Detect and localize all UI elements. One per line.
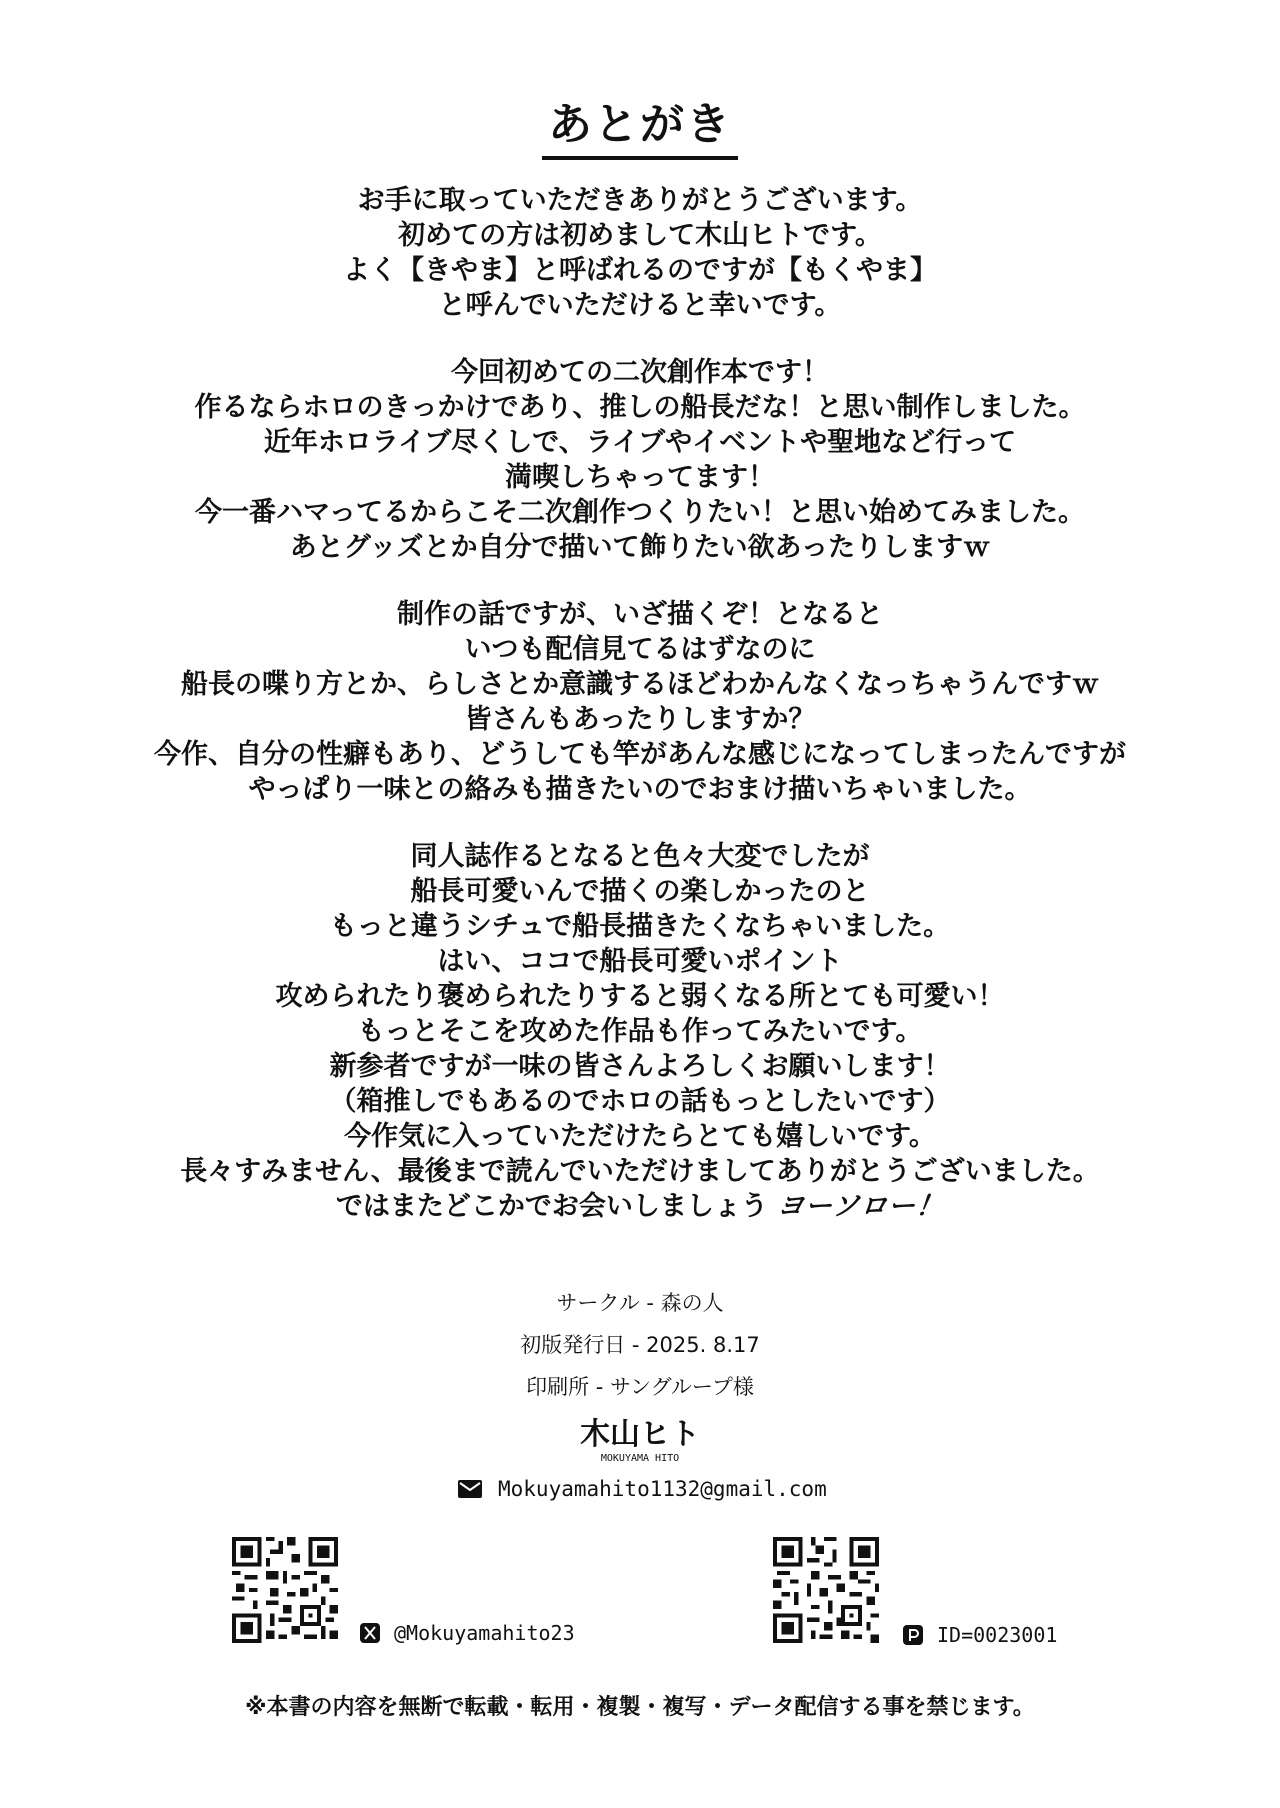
text-line: 今回初めての二次創作本です！	[451, 357, 829, 388]
text-line: やっぱり一味との絡みも描きたいのでおまけ描いちゃいました。	[248, 774, 1032, 805]
text-line: 今作、自分の性癖もあり、どうしても竿があんな感じになってしまったんですが	[154, 739, 1126, 770]
closing-line	[0, 1189, 1280, 1224]
signoff-text: ヨーソロー！	[775, 1191, 947, 1222]
text-line: 新参者ですが一味の皆さんよろしくお願いします！	[329, 1051, 951, 1082]
pixiv-account[interactable]	[903, 1620, 1057, 1650]
author-roman-name: MOKUYAMA HITO	[600, 1453, 680, 1464]
text-line: よく【きやま】と呼ばれるのですが【もくやま】	[343, 255, 937, 286]
email-contact	[458, 1474, 827, 1504]
text-line: 満喫しちゃってます！	[505, 462, 775, 493]
text-line: もっと違うシチュで船長描きたくなちゃいました。	[329, 911, 951, 942]
text-line: と呼んでいただけると幸いです。	[438, 290, 842, 321]
x-logo-icon	[360, 1623, 380, 1643]
qr-code-pixiv[interactable]	[773, 1537, 879, 1643]
author-name: 木山ヒト	[580, 1417, 700, 1452]
text-line: 制作の話ですが、いざ描くぞ！となると	[397, 599, 883, 630]
text-line: 初めての方は初めまして木山ヒトです。	[398, 220, 882, 251]
text-line: 作るならホロのきっかけであり、推しの船長だな！と思い制作しました。	[194, 392, 1086, 423]
paragraph-production	[0, 597, 1280, 807]
text-line: （箱推しでもあるのでホロの話もっとしたいです）	[329, 1086, 951, 1117]
text-line: 攻められたり褒められたりすると弱くなる所とても可愛い！	[275, 981, 1005, 1012]
afterword-body	[0, 183, 1280, 1256]
text-line: いつも配信見てるはずなのに	[464, 634, 816, 665]
paragraph-closing	[0, 839, 1280, 1224]
pixiv-logo-icon	[903, 1625, 923, 1645]
first-edition-date: 初版発行日 - 2025. 8.17	[520, 1333, 760, 1357]
text-line: 今一番ハマってるからこそ二次創作つくりたい！と思い始めてみました。	[195, 497, 1085, 528]
copyright-notice: ※本書の内容を無断で転載・転用・複製・複写・データ配信する事を禁じます。	[245, 1695, 1035, 1720]
paragraph-greeting	[0, 183, 1280, 323]
paragraph-motivation	[0, 355, 1280, 565]
title-text: あとがき	[542, 88, 738, 160]
text-line: はい、ココで船長可愛いポイント	[437, 946, 843, 977]
text-line: お手に取っていただきありがとうございます。	[357, 185, 923, 216]
text-line: 船長可愛いんで描くの楽しかったのと	[410, 876, 870, 907]
mail-icon	[458, 1480, 482, 1498]
colophon	[0, 1282, 1280, 1408]
email-address[interactable]: Mokuyamahito1132@gmail.com	[498, 1477, 827, 1501]
text-line: あとグッズとか自分で描いて飾りたい欲あったりしますｗ	[289, 532, 991, 563]
pixiv-id: ID=0023001	[937, 1623, 1058, 1647]
text-line: 船長の喋り方とか、らしさとか意識するほどわかんなくなっちゃうんですｗ	[181, 669, 1099, 700]
text-line: 同人誌作るとなると色々大変でしたが	[410, 841, 870, 872]
page-title	[0, 88, 1280, 160]
author-block	[0, 1418, 1280, 1466]
text-line: 長々すみません、最後まで読んでいただけましてありがとうございました。	[180, 1156, 1100, 1187]
closing-text: ではまたどこかでお会いしましょう	[335, 1191, 778, 1222]
circle-name: サークル - 森の人	[556, 1291, 724, 1315]
text-line: 近年ホロライブ尽くしで、ライブやイベントや聖地など行って	[263, 427, 1017, 458]
text-line: もっとそこを攻めた作品も作ってみたいです。	[357, 1016, 923, 1047]
text-line: 今作気に入っていただけたらとても嬉しいです。	[344, 1121, 936, 1152]
printer-name: 印刷所 - サングループ様	[526, 1375, 754, 1399]
qr-code-x[interactable]	[232, 1537, 338, 1643]
text-line: 皆さんもあったりしますか？	[464, 704, 816, 735]
x-account[interactable]	[360, 1618, 575, 1648]
x-handle: @Mokuyamahito23	[394, 1621, 575, 1645]
